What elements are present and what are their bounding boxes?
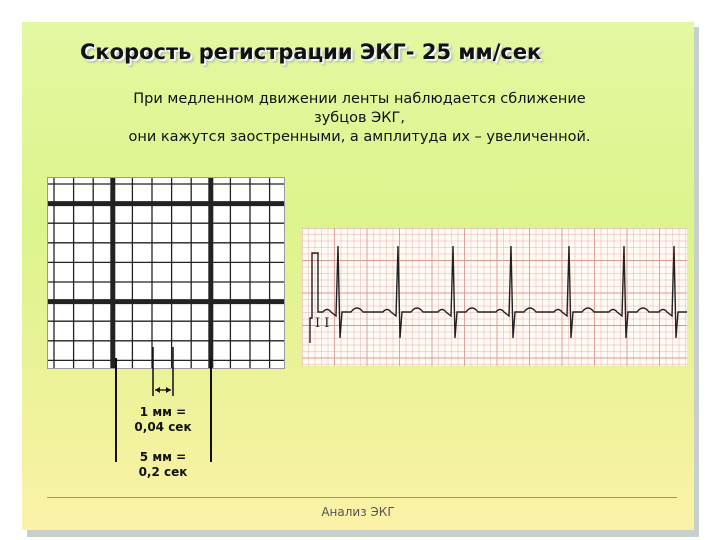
measure-small-line-1: 1 мм =	[139, 405, 187, 419]
slide-title: Скорость регистрации ЭКГ- 25 мм/сек	[80, 40, 542, 64]
ecg-lead-label: I I	[315, 316, 330, 331]
measure-large-label	[122, 450, 204, 480]
measure-small-label	[122, 405, 204, 435]
measure-small-line-2: 0,04 сек	[134, 420, 192, 434]
slide	[22, 22, 694, 530]
subtitle-line-3: они кажутся заостренными, а амплитуда их – увеличенной.	[128, 129, 591, 145]
footer-text: Анализ ЭКГ	[321, 505, 395, 519]
subtitle-line-2: зубцов ЭКГ,	[313, 110, 405, 126]
measure-large-line-1: 5 мм =	[139, 450, 187, 464]
footer-divider	[47, 497, 677, 498]
measure-large-line-2: 0,2 сек	[138, 465, 188, 479]
subtitle-line-1: При медленном движении ленты наблюдается сближение	[133, 91, 586, 107]
